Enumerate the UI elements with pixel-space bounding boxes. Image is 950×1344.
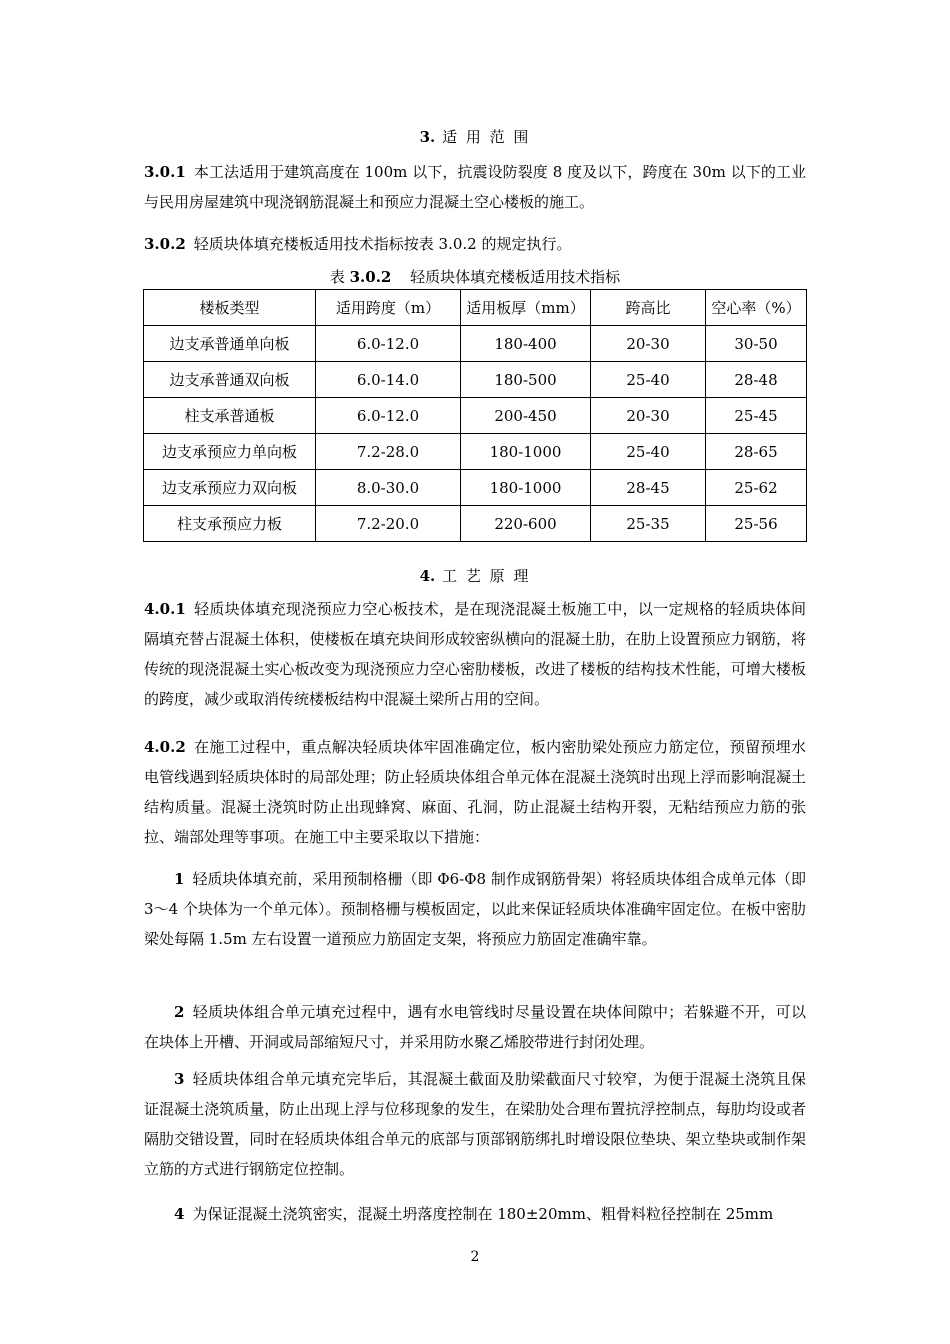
table-cell: 25-45 <box>706 398 807 434</box>
table-cell: 20-30 <box>591 398 706 434</box>
table-cell: 25-62 <box>706 470 807 506</box>
table-cell: 6.0-12.0 <box>316 398 461 434</box>
table-header-cell: 适用板厚（mm） <box>461 290 591 326</box>
section-3-title: 适 用 范 围 <box>442 128 531 146</box>
section-3-heading <box>144 122 806 152</box>
clause-4-0-2-number: 4.0.2 <box>144 738 186 756</box>
clause-4-0-1-text: 轻质块体填充现浇预应力空心板技术，是在现浇混凝土板施工中，以一定规格的轻质块体间隔填充替占混凝土体积，使楼板在填充块间形成较密纵横向的混凝土肋，在肋上设置预应力钢筋，将传统的现浇混凝土实心板改变为现浇预应力空心密肋楼板，改进了楼板的结构技术性能，可增大楼板的跨度，减少或取消传统楼板结构中混凝土梁所占用的空间。 <box>144 600 806 708</box>
table-cell: 25-40 <box>591 434 706 470</box>
section-4-number: 4. <box>419 567 436 585</box>
table-header-cell: 空心率（%） <box>706 290 807 326</box>
measure-item-4 <box>144 1199 806 1229</box>
table-cell: 柱支承普通板 <box>144 398 316 434</box>
table-cell: 180-400 <box>461 326 591 362</box>
section-4-heading <box>144 561 806 591</box>
table-header-row <box>144 290 807 326</box>
table-cell: 6.0-12.0 <box>316 326 461 362</box>
table-cell: 柱支承预应力板 <box>144 506 316 542</box>
measure-item-1 <box>144 864 806 954</box>
table-header-cell: 楼板类型 <box>144 290 316 326</box>
table-cell: 180-500 <box>461 362 591 398</box>
table-cell: 180-1000 <box>461 434 591 470</box>
table-cell: 边支承普通双向板 <box>144 362 316 398</box>
clause-4-0-1 <box>144 594 806 714</box>
clause-4-0-2 <box>144 732 806 852</box>
table-cell: 28-65 <box>706 434 807 470</box>
table-cell: 25-40 <box>591 362 706 398</box>
table-row <box>144 362 807 398</box>
table-cell: 220-600 <box>461 506 591 542</box>
table-cell: 25-56 <box>706 506 807 542</box>
clause-4-0-2-text: 在施工过程中，重点解决轻质块体牢固准确定位，板内密肋梁处预应力筋定位，预留预埋水电管线遇到轻质块体时的局部处理；防止轻质块体组合单元体在混凝土浇筑时出现上浮而影响混凝土结构质量。混凝土浇筑时防止出现蜂窝、麻面、孔洞，防止混凝土结构开裂，无粘结预应力筋的张拉、端部处理等事项。在施工中主要采取以下措施： <box>144 738 806 846</box>
table-cell: 边支承普通单向板 <box>144 326 316 362</box>
measure-item-4-number: 4 <box>174 1205 185 1223</box>
table-caption <box>144 262 806 292</box>
measure-item-2 <box>144 997 806 1057</box>
table-caption-prefix: 表 <box>329 268 345 286</box>
measure-item-3 <box>144 1064 806 1184</box>
table-cell: 7.2-28.0 <box>316 434 461 470</box>
table-cell: 8.0-30.0 <box>316 470 461 506</box>
clause-3-0-1-text: 本工法适用于建筑高度在 100m 以下，抗震设防裂度 8 度及以下，跨度在 30m 以下的工业与民用房屋建筑中现浇钢筋混凝土和预应力混凝土空心楼板的施工。 <box>144 163 806 211</box>
table-cell: 30-50 <box>706 326 807 362</box>
measure-item-2-number: 2 <box>174 1003 185 1021</box>
spec-table <box>143 289 807 542</box>
table-row <box>144 326 807 362</box>
clause-3-0-2-number: 3.0.2 <box>144 235 186 253</box>
table-row <box>144 470 807 506</box>
clause-3-0-1 <box>144 157 806 217</box>
measure-item-3-text: 轻质块体组合单元填充完毕后，其混凝土截面及肋梁截面尺寸较窄，为便于混凝土浇筑且保证混凝土浇筑质量，防止出现上浮与位移现象的发生，在梁肋处合理布置抗浮控制点，每肋均设或者隔肋交错设置，同时在轻质块体组合单元的底部与顶部钢筋绑扎时增设限位垫块、架立垫块或制作架立筋的方式进行钢筋定位控制。 <box>144 1070 806 1178</box>
table-cell: 200-450 <box>461 398 591 434</box>
table-cell: 180-1000 <box>461 470 591 506</box>
measure-item-2-text: 轻质块体组合单元填充过程中，遇有水电管线时尽量设置在块体间隙中；若躲避不开，可以在块体上开槽、开洞或局部缩短尺寸，并采用防水聚乙烯胶带进行封闭处理。 <box>144 1003 806 1051</box>
measure-item-4-text: 为保证混凝土浇筑密实，混凝土坍落度控制在 180±20mm、粗骨料粒径控制在 25mm <box>192 1205 774 1223</box>
table-row <box>144 506 807 542</box>
table-cell: 28-48 <box>706 362 807 398</box>
table-cell: 6.0-14.0 <box>316 362 461 398</box>
table-cell: 25-35 <box>591 506 706 542</box>
section-3-number: 3. <box>419 128 436 146</box>
table-row <box>144 398 807 434</box>
clause-3-0-2-text: 轻质块体填充楼板适用技术指标按表 3.0.2 的规定执行。 <box>193 235 572 253</box>
table-cell: 20-30 <box>591 326 706 362</box>
table-cell: 28-45 <box>591 470 706 506</box>
clause-4-0-1-number: 4.0.1 <box>144 600 186 618</box>
clause-3-0-1-number: 3.0.1 <box>144 163 186 181</box>
page-number: 2 <box>470 1249 480 1265</box>
measure-item-1-text: 轻质块体填充前，采用预制格栅（即 Φ6-Φ8 制作成钢筋骨架）将轻质块体组合成单元体（即 3～4 个块体为一个单元体）。预制格栅与模板固定，以此来保证轻质块体准确牢固定位。在板中密肋梁处每隔 1.5m 左右设置一道预应力筋固定支架，将预应力筋固定准确牢靠。 <box>144 870 806 948</box>
table-caption-title: 轻质块体填充楼板适用技术指标 <box>410 268 621 286</box>
table-row <box>144 434 807 470</box>
table-caption-number: 3.0.2 <box>349 268 392 286</box>
clause-3-0-2 <box>144 229 806 259</box>
table-cell: 边支承预应力双向板 <box>144 470 316 506</box>
measure-item-1-number: 1 <box>174 870 185 888</box>
table-header-cell: 跨高比 <box>591 290 706 326</box>
table-header-cell: 适用跨度（m） <box>316 290 461 326</box>
measure-item-3-number: 3 <box>174 1070 185 1088</box>
table-cell: 7.2-20.0 <box>316 506 461 542</box>
table-cell: 边支承预应力单向板 <box>144 434 316 470</box>
section-4-title: 工 艺 原 理 <box>442 567 531 585</box>
